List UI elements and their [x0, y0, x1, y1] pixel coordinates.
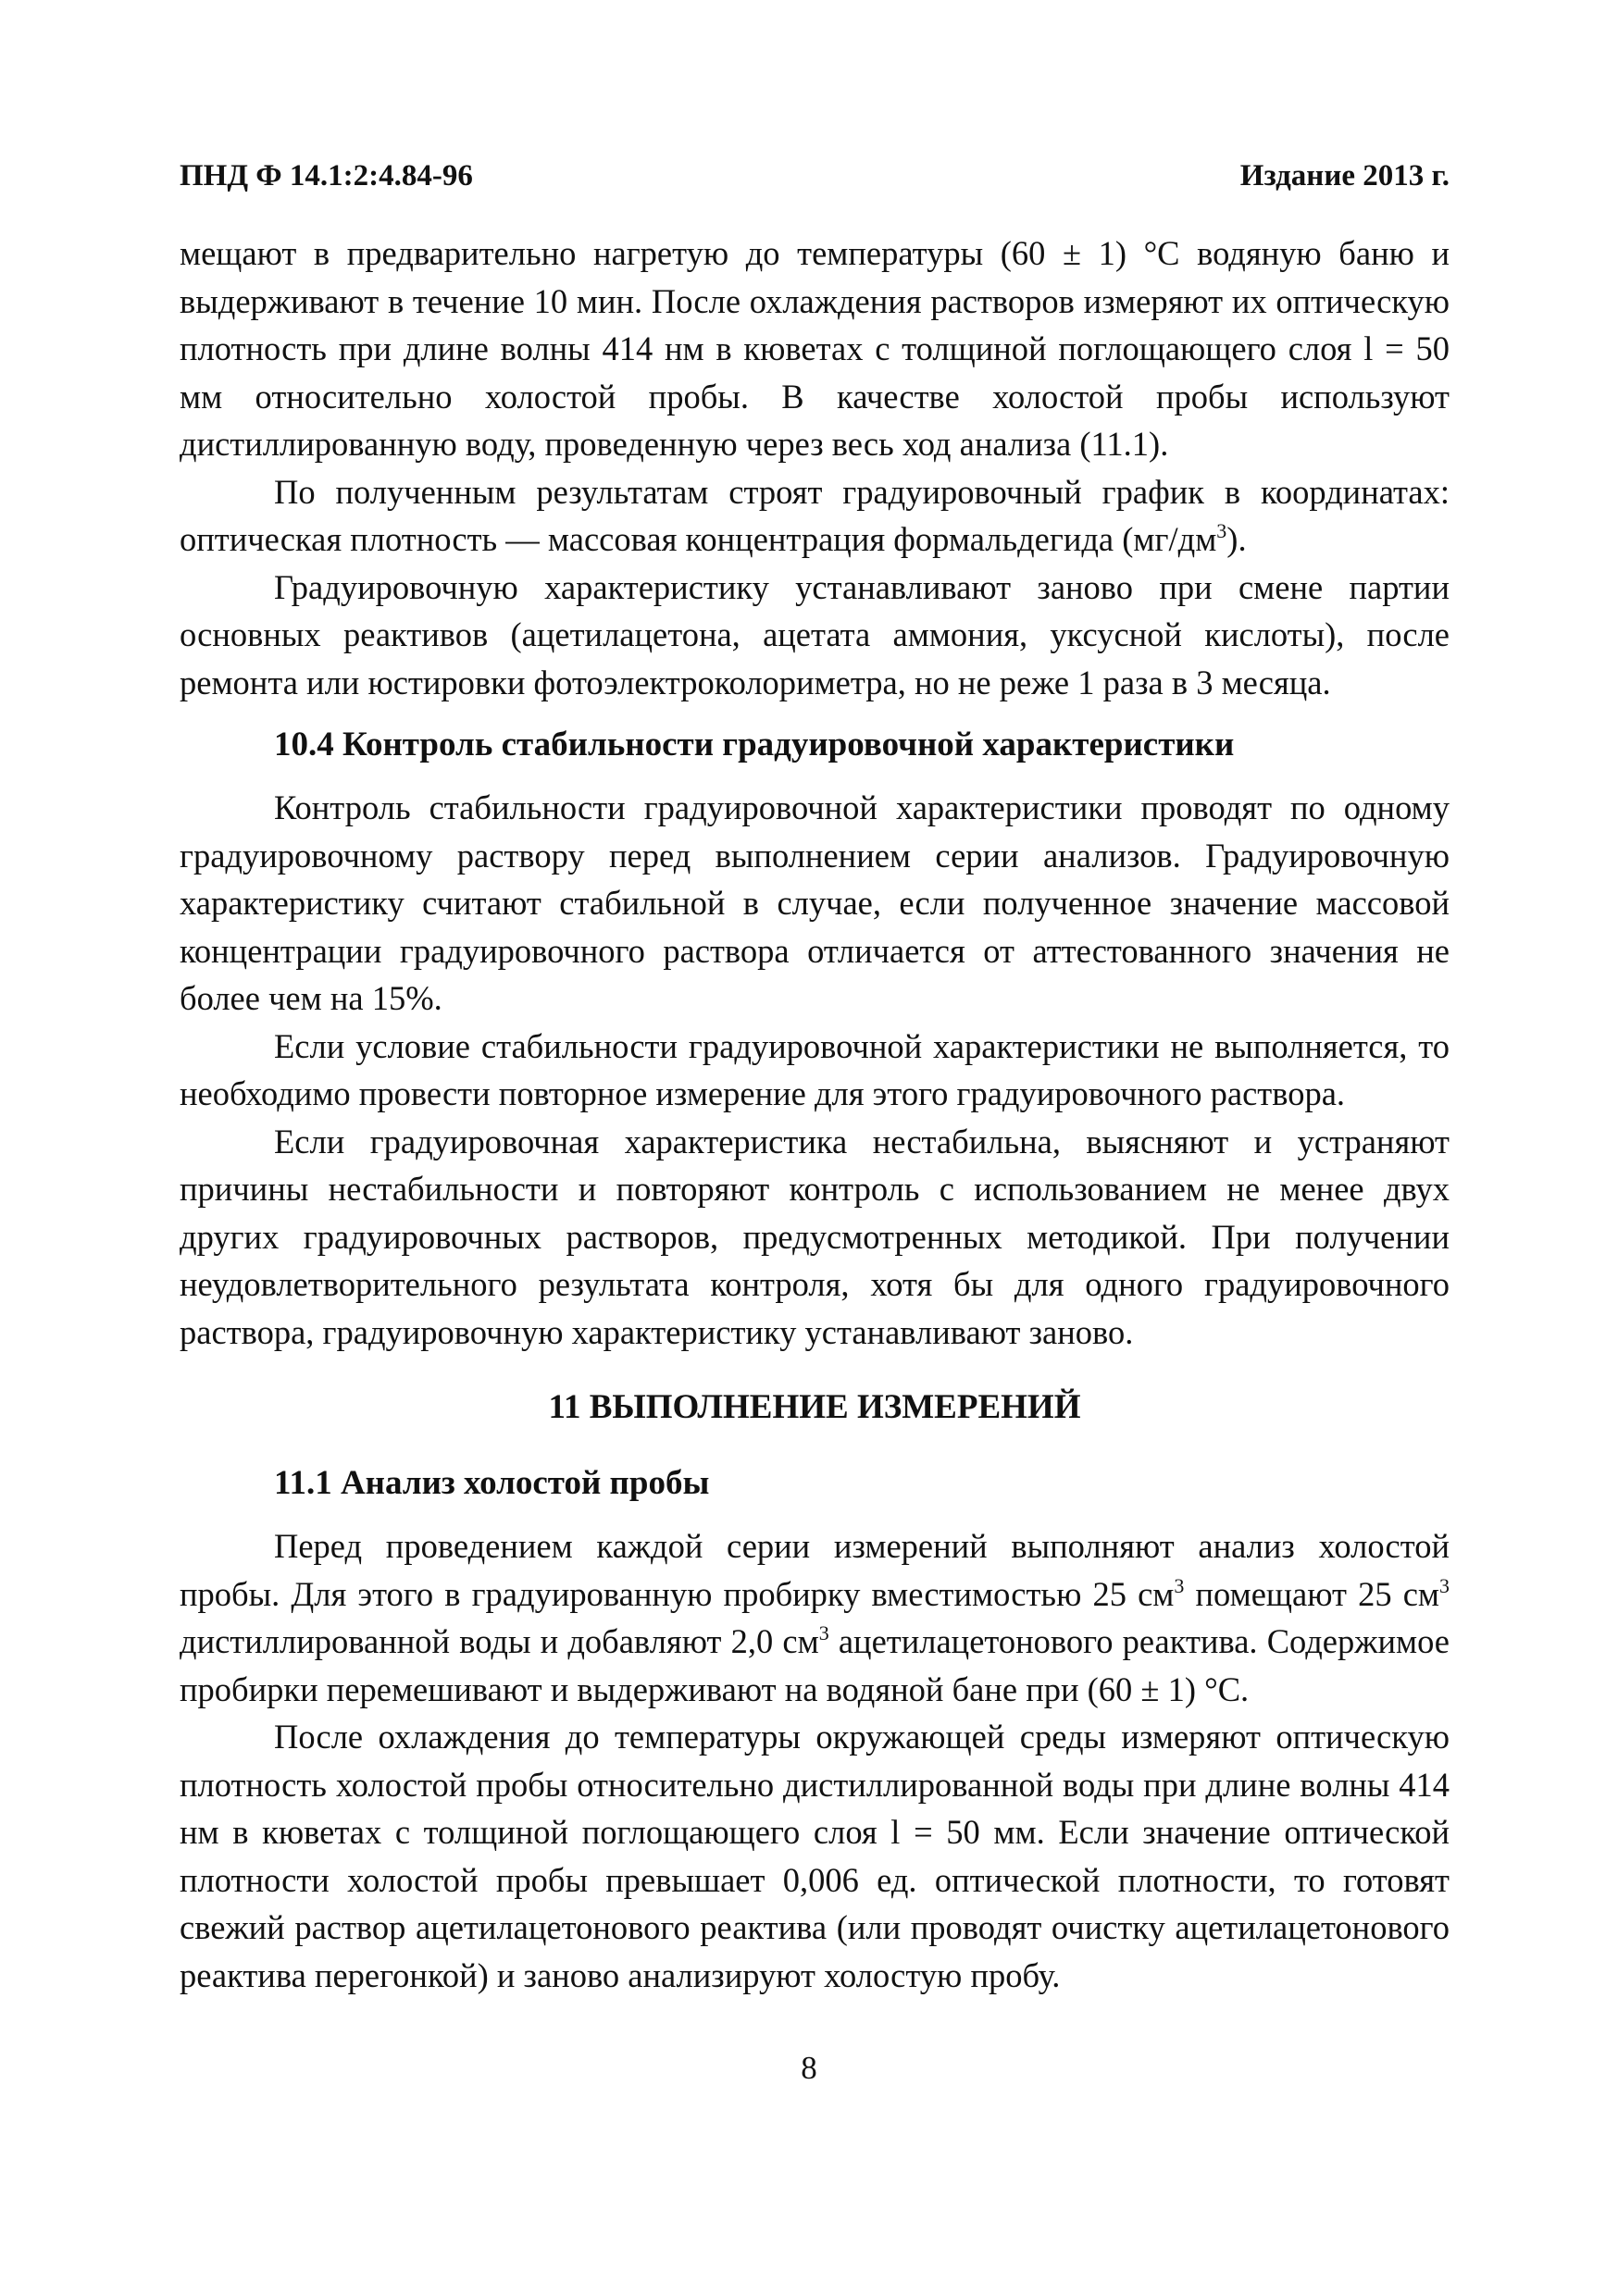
- paragraph-text: дистиллированной воды и добавляют 2,0 см: [180, 1622, 819, 1660]
- paragraph-recalibration: Градуировочную характеристику устанавливают заново при смене партии основных реактивов (ацетилацетона, ацетата аммония, уксусной кислоты), после ремонта или юстировки фотоэлектроколориметра, но не реже 1 раза в 3 месяца.: [180, 567, 1450, 701]
- document-page: [180, 157, 1450, 1999]
- superscript: 3: [1216, 519, 1227, 542]
- superscript: 3: [1174, 1573, 1185, 1597]
- section-heading-11-1: 11.1 Анализ холостой пробы: [274, 1464, 710, 1502]
- page-header: [180, 157, 1450, 194]
- paragraph-text: Перед проведением каждой серии измерений выполняют анализ холостой пробы. Для этого в градуированную пробирку вместимостью 25 см: [180, 1527, 1450, 1613]
- superscript: 3: [1439, 1573, 1450, 1597]
- superscript: 3: [818, 1621, 829, 1644]
- paragraph-unstable: Если градуировочная характеристика нестабильна, выясняют и устраняют причины нестабильности и повторяют контроль с использованием не менее двух других градуировочных растворов, предусмотренных методикой. При получении неудовлетворительного результата контроля, хотя бы для одного градуировочного раствора, градуировочную характеристику устанавливают заново.: [180, 1122, 1450, 1351]
- paragraph-calibration-graph: [180, 468, 1450, 564]
- document-code: ПНД Ф 14.1:2:4.84-96: [180, 159, 473, 192]
- paragraph-text: ).: [1226, 520, 1247, 558]
- paragraph-optical-density: После охлаждения до температуры окружающей среды измеряют оптическую плотность холостой пробы относительно дистиллированной воды при длине волны 414 нм в кюветах с толщиной поглощающего слоя l = 50 мм. Если значение оптической плотности холостой пробы превышает 0,006 ед. оптической плотности, то готовят свежий раствор ацетилацетонового реактива (или проводят очистку ацетилацетонового реактива перегонкой) и заново анализируют холостую пробу.: [180, 1718, 1450, 1994]
- paragraph-stability-fail: Если условие стабильности градуировочной характеристики не выполняется, то необходимо провести повторное измерение для этого градуировочного раствора.: [180, 1026, 1450, 1112]
- paragraph-text: помещают 25 см: [1184, 1574, 1439, 1613]
- page-number: 8: [801, 2050, 817, 2086]
- paragraph-stability-control: Контроль стабильности градуировочной характеристики проводят по одному градуировочному раствору перед выполнением серии анализов. Градуировочную характеристику считают стабильной в случае, если полученное значение массовой концентрации градуировочного раствора отличается от аттестованного значения не более чем на 15%.: [180, 788, 1450, 1017]
- section-heading-11: 11 ВЫПОЛНЕНИЕ ИЗМЕРЕНИЙ: [548, 1388, 1081, 1426]
- section-heading-10-4: 10.4 Контроль стабильности градуировочной характеристики: [274, 726, 1235, 763]
- paragraph-blank-analysis: [180, 1522, 1450, 1713]
- paragraph-text: По полученным результатам строят градуировочный график в координатах: оптическая плотность — массовая концентрация формальдегида (мг/дм: [180, 472, 1450, 558]
- paragraph-continuation: мещают в предварительно нагретую до температуры (60 ± 1) °С водяную баню и выдерживают в течение 10 мин. После охлаждения растворов измеряют их оптическую плотность при длине волны 414 нм в кюветах с толщиной поглощающего слоя l = 50 мм относительно холостой пробы. В качестве холостой пробы используют дистиллированную воду, проведенную через весь ход анализа (11.1).: [180, 234, 1450, 463]
- edition-label: Издание 2013 г.: [1239, 159, 1450, 192]
- paragraph-text: ацетилацетонового реактива. Содержимое пробирки перемешивают и выдерживают на водяной бане при (60 ± 1) °С.: [180, 1622, 1450, 1708]
